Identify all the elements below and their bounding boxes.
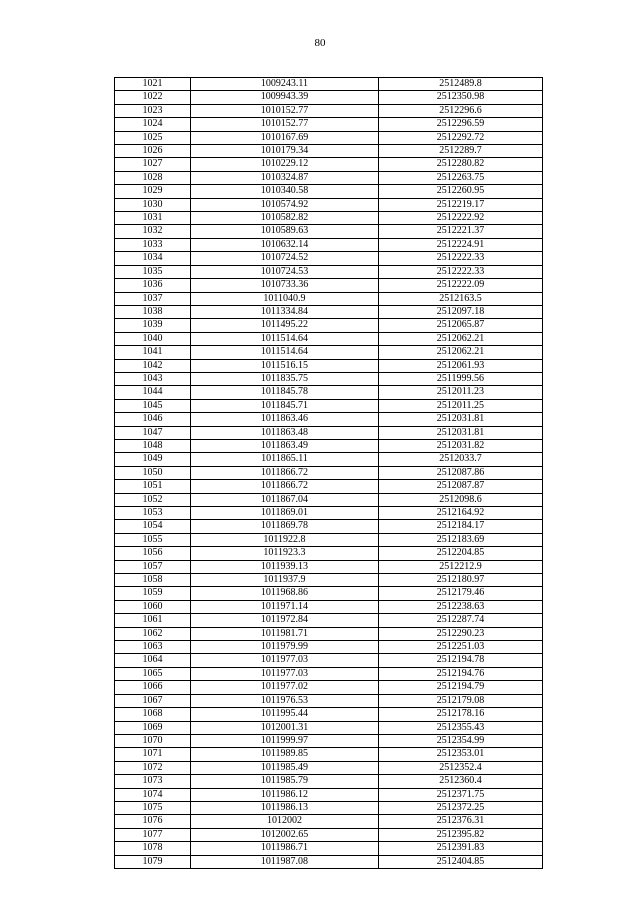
y-coordinate-cell: 2512164.92: [379, 507, 543, 520]
table-row: [115, 319, 543, 332]
point-id-cell: 1030: [115, 198, 191, 211]
table-row: [115, 252, 543, 265]
x-coordinate-cell: 1011986.71: [191, 842, 379, 855]
y-coordinate-cell: 2512221.37: [379, 225, 543, 238]
table-row: [115, 681, 543, 694]
x-coordinate-cell: 1011972.84: [191, 614, 379, 627]
y-coordinate-cell: 2512031.82: [379, 439, 543, 452]
table-row: [115, 667, 543, 680]
y-coordinate-cell: 2512360.4: [379, 775, 543, 788]
y-coordinate-cell: 2512251.03: [379, 641, 543, 654]
table-row: [115, 386, 543, 399]
x-coordinate-cell: 1010179.34: [191, 145, 379, 158]
point-id-cell: 1070: [115, 734, 191, 747]
y-coordinate-cell: 2512219.17: [379, 198, 543, 211]
point-id-cell: 1039: [115, 319, 191, 332]
y-coordinate-cell: 2512222.33: [379, 265, 543, 278]
point-id-cell: 1036: [115, 279, 191, 292]
x-coordinate-cell: 1011845.71: [191, 399, 379, 412]
x-coordinate-cell: 1012002: [191, 815, 379, 828]
table-row: [115, 788, 543, 801]
table-row: [115, 708, 543, 721]
x-coordinate-cell: 1011976.53: [191, 694, 379, 707]
x-coordinate-cell: 1011514.64: [191, 332, 379, 345]
y-coordinate-cell: 2512238.63: [379, 600, 543, 613]
point-id-cell: 1040: [115, 332, 191, 345]
table-row: [115, 158, 543, 171]
table-row: [115, 225, 543, 238]
y-coordinate-cell: 2512212.9: [379, 560, 543, 573]
x-coordinate-cell: 1011495.22: [191, 319, 379, 332]
point-id-cell: 1053: [115, 507, 191, 520]
table-row: [115, 694, 543, 707]
table-row: [115, 372, 543, 385]
point-id-cell: 1047: [115, 426, 191, 439]
y-coordinate-cell: 2512065.87: [379, 319, 543, 332]
x-coordinate-cell: 1011989.85: [191, 748, 379, 761]
table-row: [115, 815, 543, 828]
point-id-cell: 1064: [115, 654, 191, 667]
point-id-cell: 1045: [115, 399, 191, 412]
point-id-cell: 1060: [115, 600, 191, 613]
x-coordinate-cell: 1011987.08: [191, 855, 379, 868]
x-coordinate-cell: 1011968.86: [191, 587, 379, 600]
y-coordinate-cell: 2512350.98: [379, 91, 543, 104]
y-coordinate-cell: 2512395.82: [379, 828, 543, 841]
table-row: [115, 453, 543, 466]
table-row: [115, 439, 543, 452]
point-id-cell: 1037: [115, 292, 191, 305]
table-row: [115, 480, 543, 493]
point-id-cell: 1056: [115, 547, 191, 560]
x-coordinate-cell: 1011977.03: [191, 667, 379, 680]
table-row: [115, 493, 543, 506]
y-coordinate-cell: 2512033.7: [379, 453, 543, 466]
point-id-cell: 1026: [115, 145, 191, 158]
y-coordinate-cell: 2512180.97: [379, 574, 543, 587]
y-coordinate-cell: 2512194.76: [379, 667, 543, 680]
point-id-cell: 1067: [115, 694, 191, 707]
y-coordinate-cell: 2512087.87: [379, 480, 543, 493]
y-coordinate-cell: 2512011.23: [379, 386, 543, 399]
point-id-cell: 1079: [115, 855, 191, 868]
x-coordinate-cell: 1012002.65: [191, 828, 379, 841]
x-coordinate-cell: 1011516.15: [191, 359, 379, 372]
y-coordinate-cell: 2512376.31: [379, 815, 543, 828]
y-coordinate-cell: 2511999.56: [379, 372, 543, 385]
x-coordinate-cell: 1010152.77: [191, 104, 379, 117]
point-id-cell: 1076: [115, 815, 191, 828]
y-coordinate-cell: 2512031.81: [379, 426, 543, 439]
x-coordinate-cell: 1011995.44: [191, 708, 379, 721]
x-coordinate-cell: 1012001.31: [191, 721, 379, 734]
point-id-cell: 1048: [115, 439, 191, 452]
point-id-cell: 1061: [115, 614, 191, 627]
x-coordinate-cell: 1011869.01: [191, 507, 379, 520]
table-row: [115, 426, 543, 439]
table-row: [115, 533, 543, 546]
x-coordinate-cell: 1010152.77: [191, 118, 379, 131]
point-id-cell: 1055: [115, 533, 191, 546]
y-coordinate-cell: 2512372.25: [379, 801, 543, 814]
y-coordinate-cell: 2512353.01: [379, 748, 543, 761]
y-coordinate-cell: 2512404.85: [379, 855, 543, 868]
y-coordinate-cell: 2512062.21: [379, 332, 543, 345]
point-id-cell: 1031: [115, 212, 191, 225]
x-coordinate-cell: 1010574.92: [191, 198, 379, 211]
point-id-cell: 1075: [115, 801, 191, 814]
point-id-cell: 1049: [115, 453, 191, 466]
y-coordinate-cell: 2512183.69: [379, 533, 543, 546]
x-coordinate-cell: 1011866.72: [191, 480, 379, 493]
y-coordinate-cell: 2512194.78: [379, 654, 543, 667]
x-coordinate-cell: 1011986.12: [191, 788, 379, 801]
point-id-cell: 1057: [115, 560, 191, 573]
x-coordinate-cell: 1011985.79: [191, 775, 379, 788]
x-coordinate-cell: 1011999.97: [191, 734, 379, 747]
table-row: [115, 413, 543, 426]
y-coordinate-cell: 2512287.74: [379, 614, 543, 627]
y-coordinate-cell: 2512097.18: [379, 305, 543, 318]
y-coordinate-cell: 2512289.7: [379, 145, 543, 158]
point-id-cell: 1050: [115, 466, 191, 479]
table-row: [115, 104, 543, 117]
coordinates-table-body: [115, 78, 543, 869]
table-row: [115, 775, 543, 788]
point-id-cell: 1044: [115, 386, 191, 399]
y-coordinate-cell: 2512163.5: [379, 292, 543, 305]
table-row: [115, 399, 543, 412]
table-row: [115, 587, 543, 600]
y-coordinate-cell: 2512011.25: [379, 399, 543, 412]
point-id-cell: 1059: [115, 587, 191, 600]
y-coordinate-cell: 2512222.09: [379, 279, 543, 292]
y-coordinate-cell: 2512179.46: [379, 587, 543, 600]
table-row: [115, 520, 543, 533]
x-coordinate-cell: 1009943.39: [191, 91, 379, 104]
point-id-cell: 1021: [115, 78, 191, 91]
x-coordinate-cell: 1011845.78: [191, 386, 379, 399]
table-row: [115, 507, 543, 520]
table-row: [115, 721, 543, 734]
table-row: [115, 560, 543, 573]
x-coordinate-cell: 1011922.8: [191, 533, 379, 546]
table-row: [115, 265, 543, 278]
y-coordinate-cell: 2512224.91: [379, 238, 543, 251]
point-id-cell: 1077: [115, 828, 191, 841]
point-id-cell: 1024: [115, 118, 191, 131]
y-coordinate-cell: 2512204.85: [379, 547, 543, 560]
table-row: [115, 761, 543, 774]
table-row: [115, 801, 543, 814]
table-row: [115, 614, 543, 627]
point-id-cell: 1063: [115, 641, 191, 654]
table-row: [115, 185, 543, 198]
table-row: [115, 641, 543, 654]
y-coordinate-cell: 2512391.83: [379, 842, 543, 855]
x-coordinate-cell: 1011977.02: [191, 681, 379, 694]
point-id-cell: 1022: [115, 91, 191, 104]
point-id-cell: 1032: [115, 225, 191, 238]
point-id-cell: 1072: [115, 761, 191, 774]
table-row: [115, 842, 543, 855]
table-row: [115, 145, 543, 158]
table-row: [115, 171, 543, 184]
table-row: [115, 654, 543, 667]
point-id-cell: 1033: [115, 238, 191, 251]
y-coordinate-cell: 2512031.81: [379, 413, 543, 426]
x-coordinate-cell: 1011867.04: [191, 493, 379, 506]
table-row: [115, 305, 543, 318]
point-id-cell: 1038: [115, 305, 191, 318]
table-row: [115, 346, 543, 359]
x-coordinate-cell: 1010324.87: [191, 171, 379, 184]
x-coordinate-cell: 1010589.63: [191, 225, 379, 238]
point-id-cell: 1041: [115, 346, 191, 359]
x-coordinate-cell: 1011923.3: [191, 547, 379, 560]
y-coordinate-cell: 2512179.08: [379, 694, 543, 707]
y-coordinate-cell: 2512062.21: [379, 346, 543, 359]
y-coordinate-cell: 2512263.75: [379, 171, 543, 184]
y-coordinate-cell: 2512260.95: [379, 185, 543, 198]
y-coordinate-cell: 2512352.4: [379, 761, 543, 774]
point-id-cell: 1068: [115, 708, 191, 721]
x-coordinate-cell: 1011986.13: [191, 801, 379, 814]
point-id-cell: 1023: [115, 104, 191, 117]
y-coordinate-cell: 2512280.82: [379, 158, 543, 171]
point-id-cell: 1025: [115, 131, 191, 144]
table-row: [115, 292, 543, 305]
x-coordinate-cell: 1011937.9: [191, 574, 379, 587]
table-row: [115, 118, 543, 131]
point-id-cell: 1034: [115, 252, 191, 265]
table-row: [115, 131, 543, 144]
point-id-cell: 1066: [115, 681, 191, 694]
table-row: [115, 279, 543, 292]
x-coordinate-cell: 1011514.64: [191, 346, 379, 359]
table-row: [115, 238, 543, 251]
table-row: [115, 748, 543, 761]
page-number: 80: [314, 37, 326, 49]
point-id-cell: 1027: [115, 158, 191, 171]
table-row: [115, 91, 543, 104]
x-coordinate-cell: 1010582.82: [191, 212, 379, 225]
table-row: [115, 600, 543, 613]
table-row: [115, 734, 543, 747]
point-id-cell: 1074: [115, 788, 191, 801]
point-id-cell: 1062: [115, 627, 191, 640]
y-coordinate-cell: 2512178.16: [379, 708, 543, 721]
table-row: [115, 78, 543, 91]
y-coordinate-cell: 2512098.6: [379, 493, 543, 506]
x-coordinate-cell: 1011869.78: [191, 520, 379, 533]
point-id-cell: 1035: [115, 265, 191, 278]
point-id-cell: 1051: [115, 480, 191, 493]
x-coordinate-cell: 1010167.69: [191, 131, 379, 144]
x-coordinate-cell: 1011866.72: [191, 466, 379, 479]
table-row: [115, 627, 543, 640]
y-coordinate-cell: 2512087.86: [379, 466, 543, 479]
x-coordinate-cell: 1010229.12: [191, 158, 379, 171]
point-id-cell: 1058: [115, 574, 191, 587]
table-row: [115, 332, 543, 345]
point-id-cell: 1054: [115, 520, 191, 533]
x-coordinate-cell: 1011863.49: [191, 439, 379, 452]
table-row: [115, 547, 543, 560]
point-id-cell: 1028: [115, 171, 191, 184]
point-id-cell: 1046: [115, 413, 191, 426]
x-coordinate-cell: 1011939.13: [191, 560, 379, 573]
y-coordinate-cell: 2512489.8: [379, 78, 543, 91]
point-id-cell: 1078: [115, 842, 191, 855]
y-coordinate-cell: 2512292.72: [379, 131, 543, 144]
x-coordinate-cell: 1010340.58: [191, 185, 379, 198]
point-id-cell: 1071: [115, 748, 191, 761]
table-row: [115, 828, 543, 841]
table-row: [115, 212, 543, 225]
y-coordinate-cell: 2512354.99: [379, 734, 543, 747]
x-coordinate-cell: 1010632.14: [191, 238, 379, 251]
point-id-cell: 1029: [115, 185, 191, 198]
table-row: [115, 359, 543, 372]
x-coordinate-cell: 1011040.9: [191, 292, 379, 305]
table-row: [115, 198, 543, 211]
x-coordinate-cell: 1009243.11: [191, 78, 379, 91]
x-coordinate-cell: 1011835.75: [191, 372, 379, 385]
point-id-cell: 1043: [115, 372, 191, 385]
y-coordinate-cell: 2512296.6: [379, 104, 543, 117]
x-coordinate-cell: 1011334.84: [191, 305, 379, 318]
coordinates-table: [114, 77, 543, 869]
point-id-cell: 1052: [115, 493, 191, 506]
x-coordinate-cell: 1011977.03: [191, 654, 379, 667]
x-coordinate-cell: 1010733.36: [191, 279, 379, 292]
y-coordinate-cell: 2512296.59: [379, 118, 543, 131]
x-coordinate-cell: 1011979.99: [191, 641, 379, 654]
y-coordinate-cell: 2512061.93: [379, 359, 543, 372]
y-coordinate-cell: 2512222.92: [379, 212, 543, 225]
x-coordinate-cell: 1011863.46: [191, 413, 379, 426]
y-coordinate-cell: 2512355.43: [379, 721, 543, 734]
y-coordinate-cell: 2512194.79: [379, 681, 543, 694]
point-id-cell: 1073: [115, 775, 191, 788]
x-coordinate-cell: 1011985.49: [191, 761, 379, 774]
point-id-cell: 1065: [115, 667, 191, 680]
y-coordinate-cell: 2512290.23: [379, 627, 543, 640]
x-coordinate-cell: 1011865.11: [191, 453, 379, 466]
x-coordinate-cell: 1011971.14: [191, 600, 379, 613]
point-id-cell: 1042: [115, 359, 191, 372]
x-coordinate-cell: 1011981.71: [191, 627, 379, 640]
x-coordinate-cell: 1010724.53: [191, 265, 379, 278]
table-row: [115, 855, 543, 868]
table-row: [115, 466, 543, 479]
point-id-cell: 1069: [115, 721, 191, 734]
x-coordinate-cell: 1011863.48: [191, 426, 379, 439]
y-coordinate-cell: 2512222.33: [379, 252, 543, 265]
y-coordinate-cell: 2512184.17: [379, 520, 543, 533]
x-coordinate-cell: 1010724.52: [191, 252, 379, 265]
y-coordinate-cell: 2512371.75: [379, 788, 543, 801]
table-row: [115, 574, 543, 587]
